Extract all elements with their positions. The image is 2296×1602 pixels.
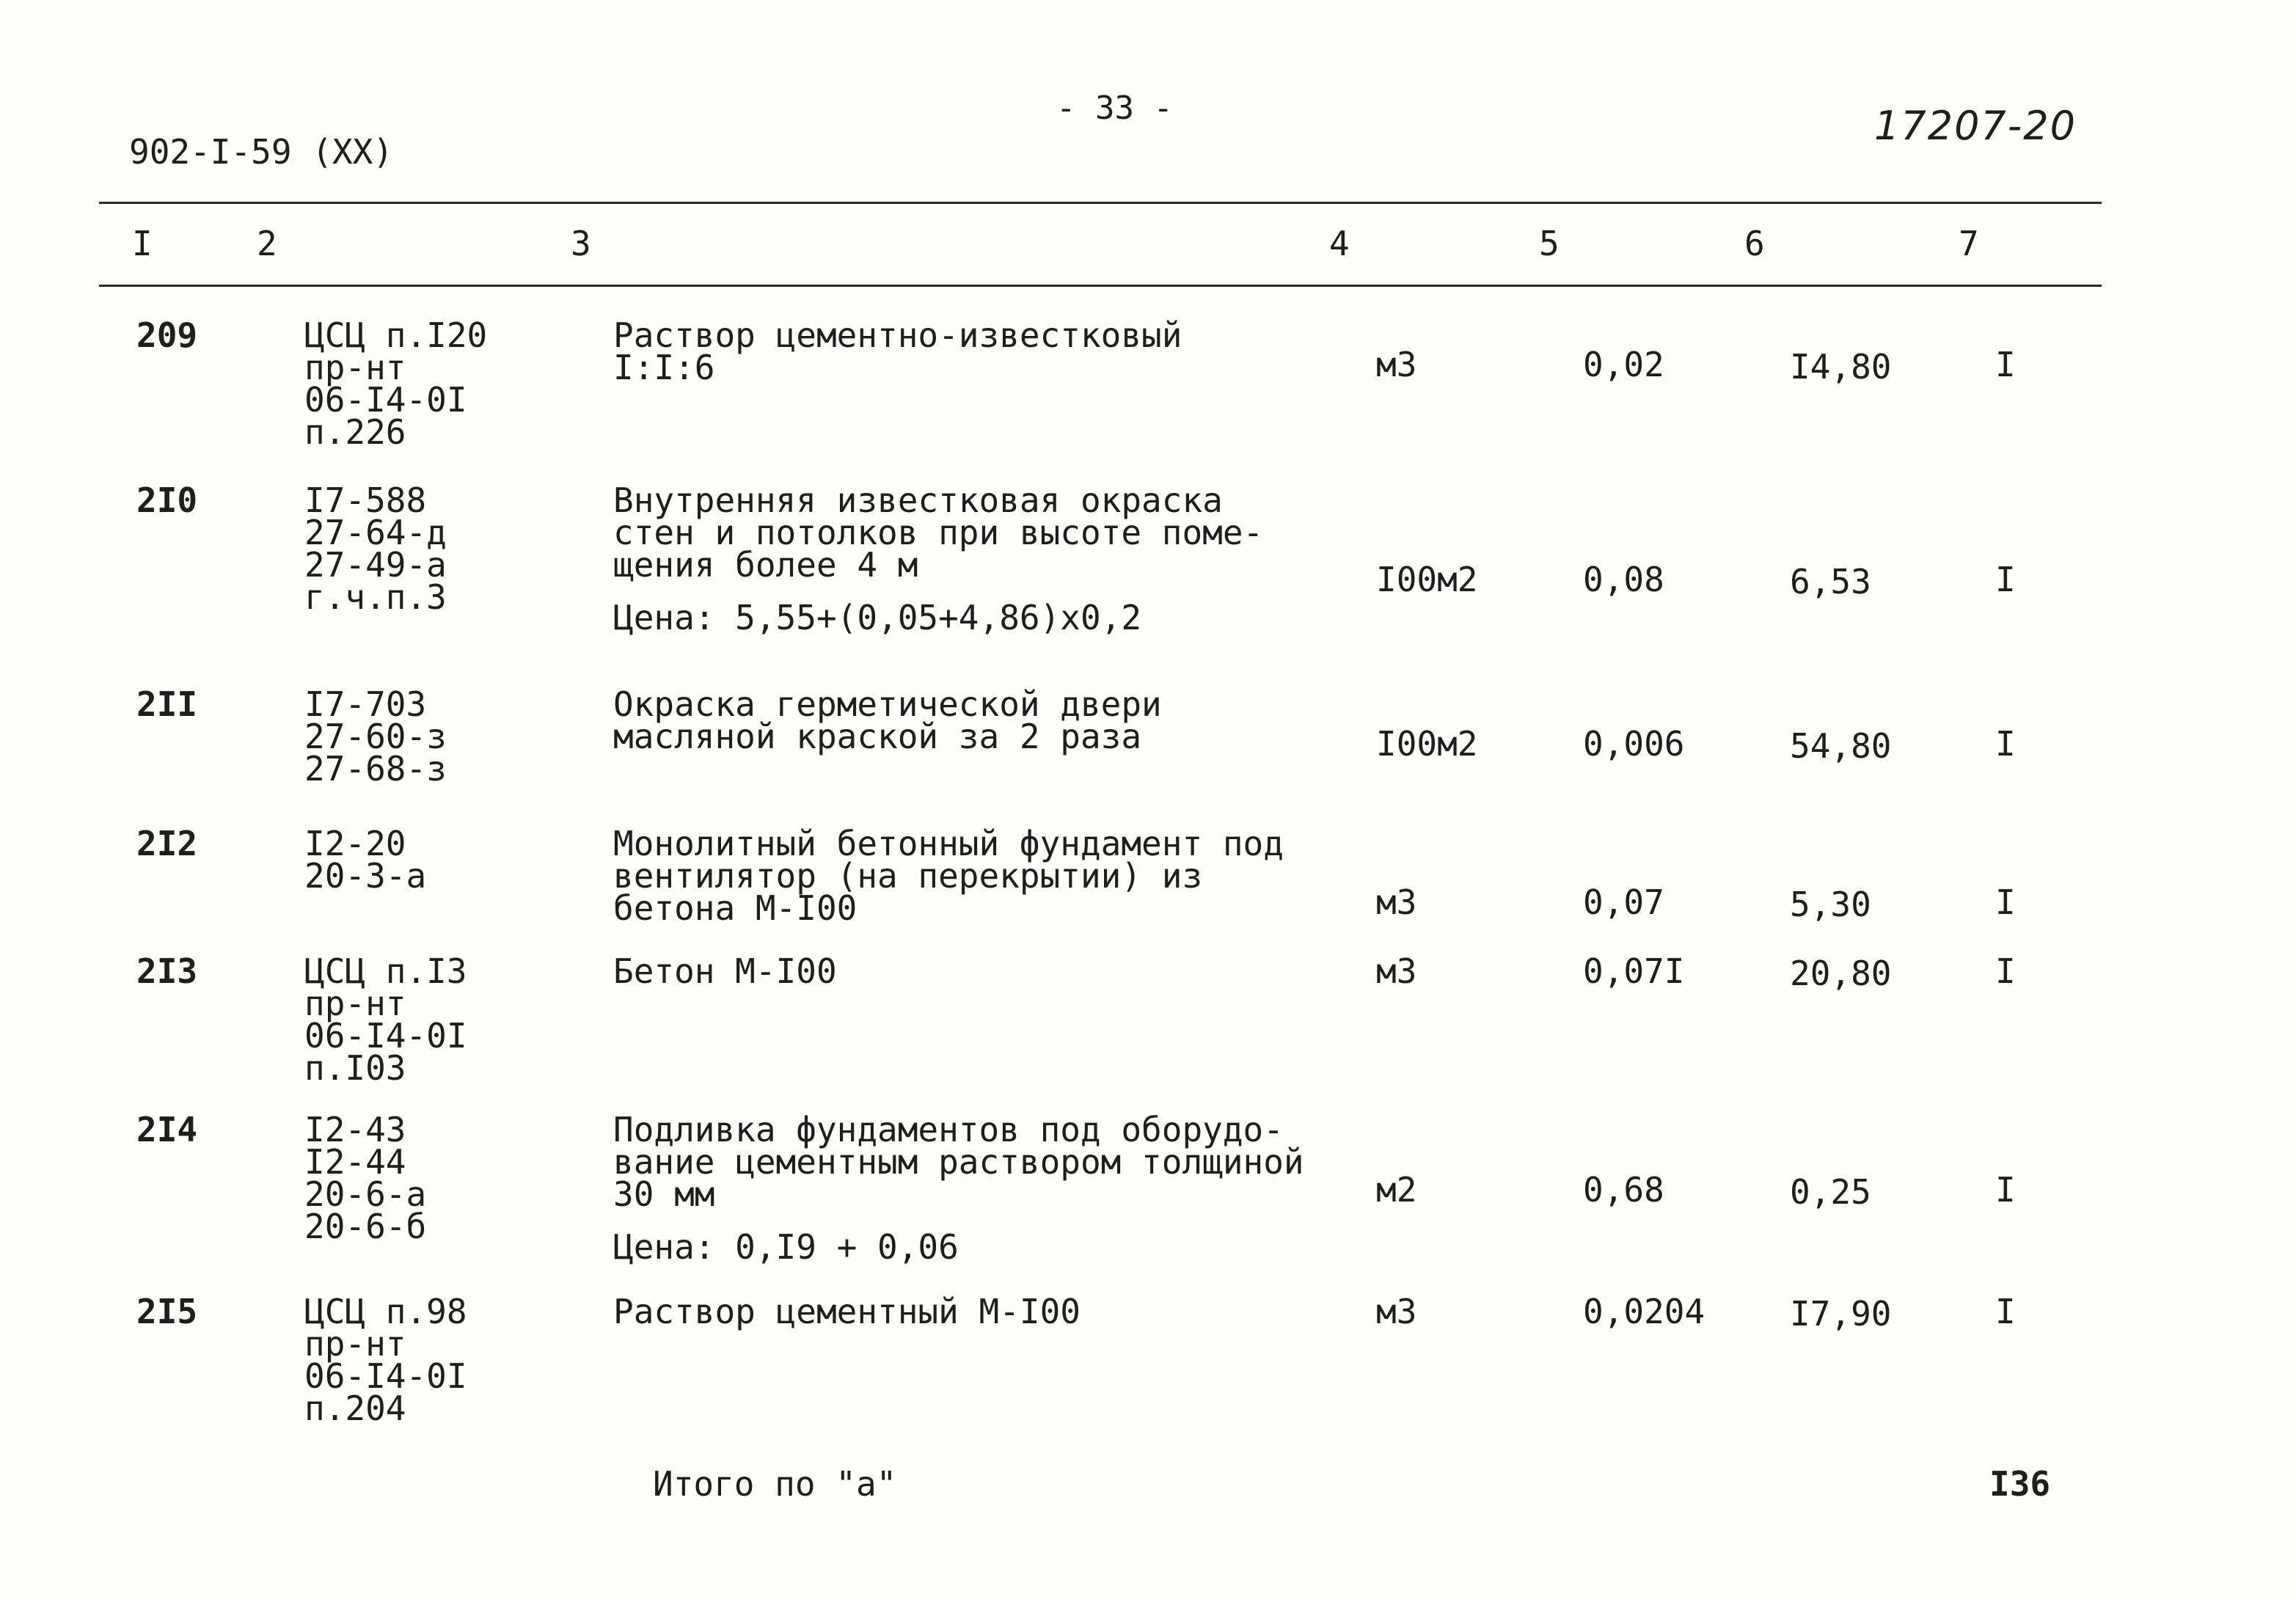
- work-description: [613, 1110, 1304, 1267]
- norm-code: I2-20: [304, 824, 406, 863]
- norm-code: 27-68-з: [304, 749, 447, 789]
- description-line: 30 мм: [613, 1174, 715, 1214]
- description-line: вентилятор (на перекрытии) из: [613, 856, 1203, 896]
- description-line: вание цементным раствором толщиной: [613, 1142, 1304, 1182]
- quantity: 0,0204: [1583, 1292, 1705, 1331]
- norm-code: 06-I4-0I: [304, 1356, 467, 1396]
- column-number-3: 3: [571, 224, 591, 263]
- norm-code: I7-588: [304, 480, 427, 520]
- column-7-value: I: [1995, 882, 2016, 922]
- column-7-value: I: [1995, 1292, 2016, 1331]
- unit-of-measure: м3: [1376, 951, 1417, 991]
- column-7-value: I: [1995, 560, 2016, 599]
- description-line: бетона М-I00: [613, 888, 858, 928]
- unit-of-measure: I00м2: [1376, 724, 1478, 764]
- quantity: 0,006: [1583, 724, 1685, 764]
- norm-code: п.204: [304, 1389, 406, 1428]
- column-number-6: 6: [1744, 224, 1765, 263]
- work-description: [613, 480, 1264, 637]
- norm-code: 27-64-д: [304, 513, 447, 552]
- total-value: I36: [1989, 1464, 2051, 1504]
- unit-price: I4,80: [1790, 347, 1892, 387]
- total-label: Итого по "а": [653, 1464, 897, 1504]
- header-rule-bottom: [99, 285, 2102, 287]
- row-number: 2I4: [136, 1110, 198, 1149]
- column-7-value: I: [1995, 724, 2016, 764]
- description-line: Раствор цементно-известковый: [613, 315, 1182, 355]
- row-number: 2I2: [136, 824, 198, 863]
- row-number: 2I3: [136, 951, 198, 991]
- row-number: 2I0: [136, 480, 198, 520]
- description-line: Подливка фундаментов под оборудо-: [613, 1110, 1284, 1149]
- norm-code: г.ч.п.3: [304, 577, 447, 617]
- norm-code: п.226: [304, 412, 406, 452]
- quantity: 0,68: [1583, 1170, 1664, 1210]
- description-line: Раствор цементный М-I00: [613, 1292, 1081, 1331]
- norm-code: 20-3-а: [304, 856, 427, 896]
- unit-price: 0,25: [1790, 1172, 1871, 1212]
- norm-code: пр-нт: [304, 984, 406, 1023]
- price-note: Цена: 5,55+(0,05+4,86)х0,2: [613, 598, 1142, 637]
- norm-codes: [304, 480, 447, 617]
- work-description: [613, 1292, 1081, 1331]
- norm-codes: [304, 684, 447, 789]
- unit-price: 54,80: [1790, 726, 1892, 766]
- norm-code: пр-нт: [304, 1324, 406, 1364]
- norm-code: 06-I4-0I: [304, 1016, 467, 1056]
- page-number: - 33 -: [1056, 89, 1173, 127]
- unit-of-measure: м3: [1376, 1292, 1417, 1331]
- unit-of-measure: м2: [1376, 1170, 1417, 1210]
- norm-code: 06-I4-0I: [304, 380, 467, 420]
- document-code: 902-I-59 (XX): [129, 132, 394, 172]
- column-number-1: I: [132, 224, 153, 263]
- sheet-code: 17207-20: [1874, 103, 2077, 149]
- norm-code: I7-703: [304, 684, 427, 724]
- norm-code: п.I03: [304, 1048, 406, 1088]
- unit-price: I7,90: [1790, 1294, 1892, 1334]
- norm-code: I2-44: [304, 1142, 406, 1182]
- unit-price: 20,80: [1790, 954, 1892, 993]
- row-number: 2I5: [136, 1292, 198, 1331]
- column-7-value: I: [1995, 1170, 2016, 1210]
- work-description: [613, 684, 1162, 756]
- description-line: I:I:6: [613, 348, 715, 387]
- description-line: Окраска герметической двери: [613, 684, 1162, 724]
- column-7-value: I: [1995, 345, 2016, 384]
- header-rule-top: [99, 202, 2102, 204]
- norm-code: 20-6-а: [304, 1174, 427, 1214]
- description-line: Внутренняя известковая окраска: [613, 480, 1223, 520]
- unit-of-measure: м3: [1376, 882, 1417, 922]
- row-number: 209: [136, 315, 198, 355]
- description-line: Бетон М-I00: [613, 951, 837, 991]
- norm-codes: [304, 824, 427, 896]
- work-description: [613, 824, 1284, 928]
- quantity: 0,08: [1583, 560, 1664, 599]
- description-line: стен и потолков при высоте поме-: [613, 513, 1264, 552]
- unit-of-measure: м3: [1376, 345, 1417, 384]
- norm-code: пр-нт: [304, 348, 406, 387]
- norm-code: 27-49-а: [304, 545, 447, 585]
- norm-code: I2-43: [304, 1110, 406, 1149]
- norm-code: 27-60-з: [304, 717, 447, 756]
- column-number-2: 2: [257, 224, 277, 263]
- norm-codes: [304, 315, 488, 452]
- column-number-5: 5: [1539, 224, 1560, 263]
- quantity: 0,07: [1583, 882, 1664, 922]
- norm-code: ЦСЦ п.98: [304, 1292, 467, 1331]
- column-7-value: I: [1995, 951, 2016, 991]
- norm-codes: [304, 1292, 467, 1428]
- norm-codes: [304, 1110, 427, 1246]
- norm-codes: [304, 951, 467, 1088]
- norm-code: ЦСЦ п.I3: [304, 951, 467, 991]
- norm-code: 20-6-б: [304, 1207, 427, 1246]
- price-note: Цена: 0,I9 + 0,06: [613, 1227, 959, 1267]
- quantity: 0,02: [1583, 345, 1664, 384]
- column-number-4: 4: [1329, 224, 1350, 263]
- description-line: щения более 4 м: [613, 545, 918, 585]
- description-line: Монолитный бетонный фундамент под: [613, 824, 1284, 863]
- column-number-7: 7: [1959, 224, 1979, 263]
- row-number: 2II: [136, 684, 198, 724]
- unit-of-measure: I00м2: [1376, 560, 1478, 599]
- unit-price: 5,30: [1790, 885, 1871, 924]
- description-line: масляной краской за 2 раза: [613, 717, 1142, 756]
- unit-price: 6,53: [1790, 562, 1871, 601]
- work-description: [613, 951, 837, 991]
- work-description: [613, 315, 1182, 387]
- quantity: 0,07I: [1583, 951, 1685, 991]
- norm-code: ЦСЦ п.I20: [304, 315, 488, 355]
